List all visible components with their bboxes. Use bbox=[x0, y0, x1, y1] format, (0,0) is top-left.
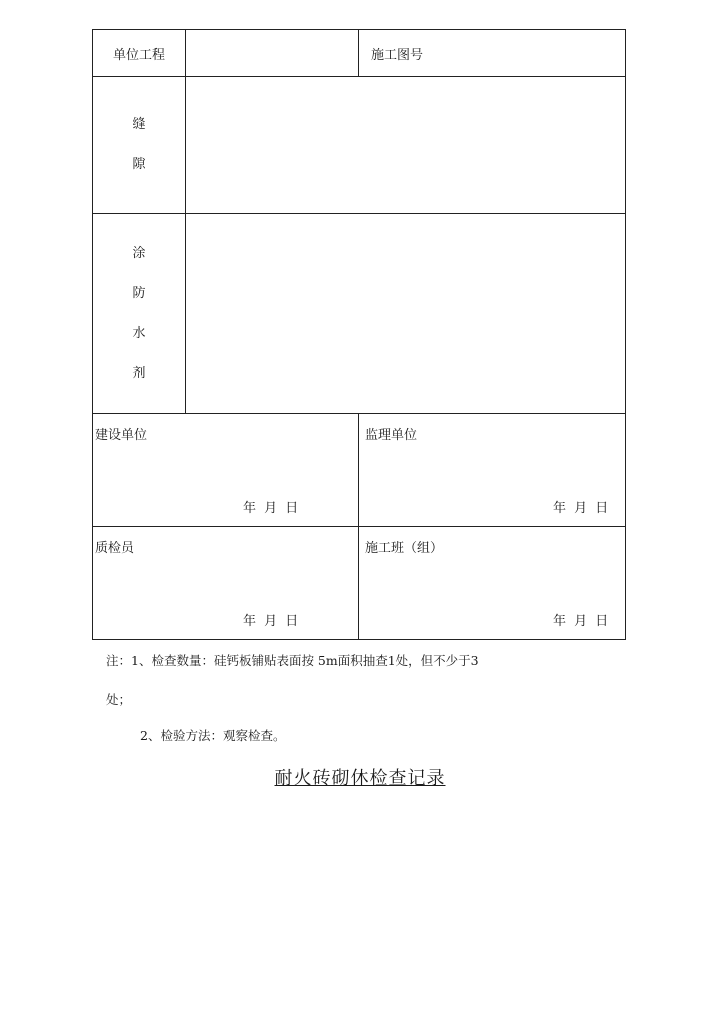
waterproof-char-3: 水 bbox=[132, 325, 146, 341]
gap-char-1: 缝 bbox=[132, 117, 146, 132]
gap-section-label bbox=[93, 77, 186, 214]
waterproof-section-row bbox=[93, 214, 626, 414]
note-line-1: 注：1、检查数量：硅钙板铺贴表面按 5m面积抽查1处，但不少于3 bbox=[106, 653, 479, 668]
drawing-no-label: 施工图号 bbox=[359, 30, 626, 77]
construction-team-date: 年 月 日 bbox=[553, 614, 610, 629]
waterproof-section-content[interactable] bbox=[186, 214, 626, 414]
signature-row-1 bbox=[93, 414, 626, 527]
note-line-1-continued: 处； bbox=[106, 692, 132, 707]
signature-row-2 bbox=[93, 527, 626, 640]
construction-team-cell[interactable] bbox=[359, 527, 626, 640]
page-title: 耐火砖砌休检查记录 bbox=[274, 768, 446, 789]
quality-inspector-cell[interactable] bbox=[93, 527, 359, 640]
inspection-form-table bbox=[92, 29, 626, 640]
quality-inspector-date: 年 月 日 bbox=[243, 614, 300, 629]
waterproof-char-4: 剂 bbox=[132, 365, 146, 381]
construction-unit-label: 建设单位 bbox=[95, 428, 148, 443]
supervision-unit-cell[interactable] bbox=[359, 414, 626, 527]
waterproof-char-1: 涂 bbox=[132, 245, 146, 261]
waterproof-char-2: 防 bbox=[132, 285, 146, 301]
construction-unit-date: 年 月 日 bbox=[243, 501, 300, 516]
construction-unit-cell[interactable] bbox=[93, 414, 359, 527]
gap-section-content[interactable] bbox=[186, 77, 626, 214]
unit-project-field[interactable] bbox=[186, 30, 359, 77]
gap-section-row bbox=[93, 77, 626, 214]
quality-inspector-label: 质检员 bbox=[95, 541, 135, 556]
header-row bbox=[93, 30, 626, 77]
supervision-unit-date: 年 月 日 bbox=[553, 501, 610, 516]
waterproof-section-label bbox=[93, 214, 186, 414]
unit-project-label: 单位工程 bbox=[93, 30, 186, 77]
gap-char-2: 隙 bbox=[132, 157, 146, 172]
note-line-2: 2、检验方法：观察检查。 bbox=[140, 728, 286, 743]
supervision-unit-label: 监理单位 bbox=[365, 428, 418, 443]
construction-team-label: 施工班（组） bbox=[365, 541, 444, 556]
